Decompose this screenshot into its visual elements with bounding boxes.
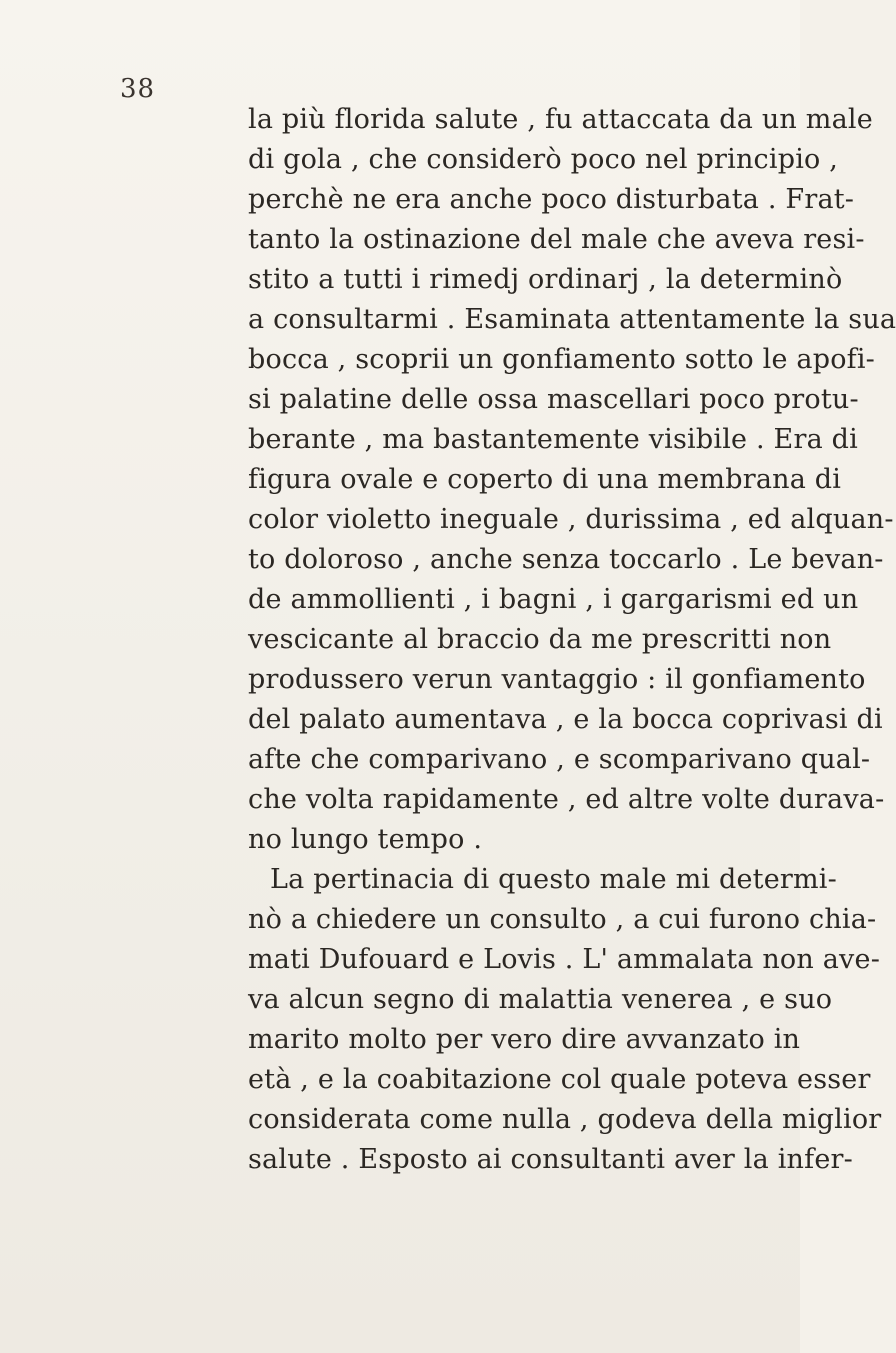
text-line: età , e la coabitazione col quale poteva esser [248,1064,871,1095]
text-line: stito a tutti i rimedj ordinarj , la determinò [248,264,843,295]
text-line: tanto la ostinazione del male che aveva resi- [248,224,865,255]
text-line: che volta rapidamente , ed altre volte durava- [248,784,885,815]
text-line: de ammollienti , i bagni , i gargarismi ed un [248,584,859,615]
text-line: a consultarmi . Esaminata attentamente la sua [248,304,896,335]
text-line: no lungo tempo . [248,824,483,855]
text-line: considerata come nulla , godeva della miglior [248,1104,882,1135]
page-number: 38 [120,74,156,104]
text-line: si palatine delle ossa mascellari poco protu- [248,384,859,415]
text-line: to doloroso , anche senza toccarlo . Le bevan- [248,544,884,575]
text-line: color violetto ineguale , durissima , ed alquan- [248,504,894,535]
text-line: del palato aumentava , e la bocca coprivasi di [248,704,883,735]
text-line: berante , ma bastantemente visibile . Era di [248,424,858,455]
text-line: di gola , che considerò poco nel principio , [248,144,839,175]
text-line: va alcun segno di malattia venerea , e suo [248,984,833,1015]
text-line: marito molto per vero dire avvanzato in [248,1024,801,1055]
text-line: perchè ne era anche poco disturbata . Frat- [248,184,855,215]
text-line: la più florida salute , fu attaccata da un male [248,104,873,135]
text-line: vescicante al braccio da me prescritti non [248,624,832,655]
text-line: produssero verun vantaggio : il gonfiamento [248,664,866,695]
text-line: afte che comparivano , e scomparivano qual- [248,744,871,775]
text-line: mati Dufouard e Lovis . L' ammalata non ave- [248,944,881,975]
text-line: nò a chiedere un consulto , a cui furono chia- [248,904,877,935]
text-line: bocca , scoprii un gonfiamento sotto le apofi- [248,344,876,375]
body-text [248,100,896,1180]
text-line: La pertinacia di questo male mi determi- [270,864,837,895]
text-line: salute . Esposto ai consultanti aver la infer- [248,1144,853,1175]
text-line: figura ovale e coperto di una membrana di [248,464,842,495]
